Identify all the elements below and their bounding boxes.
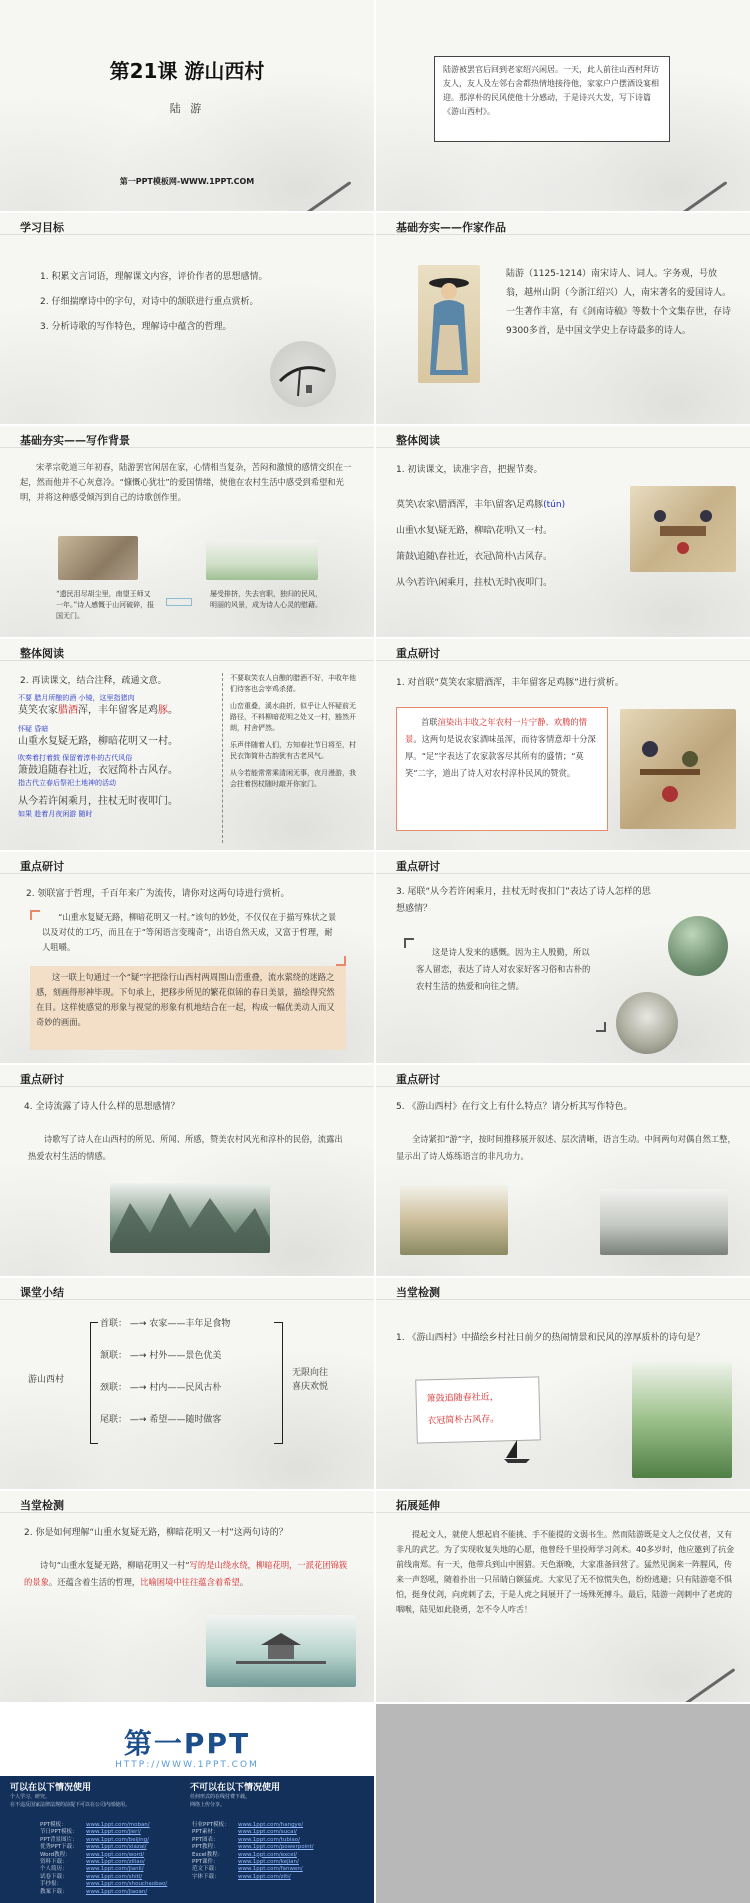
can-use-title: 可以在以下情况使用	[10, 1783, 92, 1793]
resource-link-row	[40, 1881, 190, 1888]
resource-link-label: PPT素材：	[192, 1829, 219, 1836]
resource-link[interactable]: www.1ppt.com/fanwen/	[238, 1866, 303, 1873]
resource-link[interactable]: www.1ppt.com/ziti/	[238, 1873, 291, 1880]
resource-link-label: PPT课件：	[192, 1859, 219, 1866]
slide-header: 重点研讨	[376, 852, 750, 874]
slide-header	[0, 639, 374, 661]
answer-part: 。这两句是说农家酒味虽浑，而待客情意却十分深厚。“足”字表达了农家款客尽其所有的盛情；“莫笑”二字，道出了诗人对农村淳朴民风的赞赏。	[405, 734, 596, 778]
quote-mark-icon	[404, 938, 414, 948]
answer-highlight: 比喻困境中往往蕴含着希望	[140, 1577, 240, 1587]
resource-link[interactable]: www.1ppt.com/sucai/	[238, 1829, 297, 1836]
resource-link-label: 个人简历：	[40, 1866, 68, 1873]
gloss-line: 不要 腊月所酿的酒 小镜，这里指猪肉	[18, 694, 135, 702]
answer-paper	[415, 1376, 541, 1443]
slide-background[interactable]	[0, 426, 374, 637]
annotated-poem	[18, 693, 218, 820]
links-right	[192, 1822, 362, 1881]
can-use-item: 在不违反国家法律法规的前提下可以在公司内部使用。	[10, 1802, 131, 1808]
slide-header: 当堂检测	[0, 1491, 374, 1513]
translation: 山峦重叠，溪水曲折，似乎让人怀疑前无路径，不料柳暗花明之处又一村，豁然开朗，村舍俨然。	[230, 702, 356, 732]
summary-rows	[100, 1316, 300, 1444]
resource-link-label: 节日PPT模板：	[40, 1829, 78, 1836]
gloss-line: 怀疑 昏暗	[18, 725, 49, 733]
lesson-title: 第21课 游山西村	[109, 59, 265, 83]
answer-part: 。还蕴含着生活的哲理，	[48, 1577, 141, 1587]
answer-part: 诗句“山重水复疑无路，柳暗花明又一村”	[40, 1560, 190, 1570]
resource-link[interactable]: www.1ppt.com/shouchaobao/	[86, 1881, 168, 1888]
answer-text: 诗歌写了诗人在山西村的所见、所闻、所感，赞美农村风光和淳朴的民俗，流露出热爱农村生活的情感。	[28, 1134, 343, 1161]
divider	[222, 673, 223, 843]
resource-link-label: PPT模板：	[40, 1822, 67, 1828]
bracket-line	[274, 1322, 282, 1323]
slide-header: 基础夯实——作家作品	[376, 213, 750, 235]
bracket-line	[282, 1322, 283, 1444]
poem-rhythm-lines	[396, 492, 626, 596]
resource-link-label: 字体下载：	[192, 1873, 220, 1880]
resource-link-label: 教案下载：	[40, 1888, 68, 1895]
slide-quiz-1[interactable]	[376, 1278, 750, 1489]
poem-line: 箫鼓\追随\春社近，衣冠\简朴\古风存。	[396, 552, 553, 562]
resource-link-row	[192, 1874, 362, 1881]
slide-header-text: 整体阅读	[20, 647, 64, 660]
village-feast-painting	[620, 709, 736, 829]
quote-mark-icon	[336, 956, 346, 966]
answer-text: 这一联上句通过一个“疑”字把徐行山西村两周围山峦重叠，流水萦绕的迷路之感，刻画得形神毕现。下句承上，把移步所见的繁花似锦的春日美景，描绘得究然在目。这样使感觉的形象与视觉的形象有机地结合在一起，构成一幅优美动人而又奇妙的画面。	[36, 972, 335, 1027]
summary-row	[100, 1380, 300, 1412]
slide-header: 重点研讨	[0, 852, 374, 874]
resource-link-row	[40, 1829, 190, 1836]
arrow-right-icon	[166, 598, 192, 606]
gloss-line: 吹奏着打着鼓 保留着淳朴的古代风俗	[18, 754, 133, 762]
resource-link[interactable]: www.1ppt.com/jiaoan/	[86, 1888, 148, 1895]
answer-text	[405, 714, 599, 782]
answer-text: 全诗紧扣“游”字，按时间推移展开叙述、层次清晰，语言生动。中间两句对偶自然工整，显示出了诗人炼练语言的非凡功力。	[396, 1134, 736, 1161]
can-use-section	[10, 1780, 180, 1809]
question: 4. 全诗流露了诗人什么样的思想感情？	[24, 1102, 180, 1112]
cannot-use-title: 不可以在以下情况使用	[190, 1783, 281, 1793]
slide-header: 重点研讨	[376, 1065, 750, 1087]
resource-link-row	[40, 1852, 190, 1859]
poem-line: 箫鼓追随春社近，衣冠简朴古风存。	[18, 765, 178, 776]
reading-task: 2. 再读课文，结合注释，疏通文意。	[20, 676, 167, 686]
question: 1. 对首联“莫笑农家腊酒浑，丰年留客足鸡豚”进行赏析。	[396, 678, 624, 688]
background-left-note: “遗民泪尽胡尘里，南望王师又一年。”诗人感慨于山河破碎，报国无门。	[56, 590, 155, 620]
slide-header: 学习目标	[0, 213, 374, 235]
sailboat-icon	[502, 1438, 532, 1464]
gloss-line: 如果 趁着月夜闲游 随时	[18, 810, 93, 818]
resource-link-row	[192, 1829, 362, 1836]
slide-analysis-5[interactable]	[376, 1065, 750, 1276]
background-paragraph: 宋孝宗乾道三年初春，陆游罢官闲居在家，心情相当复杂，苦闷和激愤的感情交织在一起，然而他并不心灰意冷。“慷慨心犹壮”的爱国情绪，使他在农村生活中感受到希望和光明，并将这种感受倾泻到自己的诗歌创作里。	[20, 462, 352, 502]
resource-link[interactable]: www.1ppt.com/moban/	[86, 1822, 150, 1828]
slide-analysis-1[interactable]	[376, 639, 750, 850]
resource-link[interactable]: www.1ppt.com/xiazai/	[86, 1844, 147, 1851]
slide-title[interactable]	[0, 0, 374, 211]
pavilion-painting	[206, 1615, 356, 1687]
goal-list	[40, 269, 340, 336]
answer-part: 。	[239, 1577, 249, 1587]
pinyin-note: (tún)	[543, 500, 566, 510]
bracket-line	[90, 1322, 98, 1323]
resource-link[interactable]: www.1ppt.com/tubiao/	[238, 1836, 300, 1843]
answer-highlight: 渲染出丰收之年农村一片宁静、欢腾的情景	[405, 717, 587, 744]
empty-area	[376, 1704, 750, 1903]
resource-link[interactable]: www.1ppt.com/ziliao/	[86, 1859, 145, 1866]
slide-reading-1[interactable]	[376, 426, 750, 637]
resource-link-label: PPT图表：	[192, 1836, 219, 1843]
resource-link-label: PPT教程：	[192, 1844, 219, 1851]
resource-link-row	[40, 1866, 190, 1873]
answer-part: 首联	[421, 717, 438, 727]
resource-link-label: 优秀PPT下载：	[40, 1844, 78, 1851]
background-right-note: 屡受排挤，失去官职，独归的民风，明丽的风景，成为诗人心灵的慰藉。	[210, 590, 322, 609]
slide-header: 课堂小结	[0, 1278, 374, 1300]
cannot-use-section	[190, 1780, 360, 1809]
resource-link-row	[40, 1844, 190, 1851]
gloss-line: 指古代立春后祭祀土地神的活动	[18, 779, 116, 787]
ink-painting-left	[58, 536, 138, 580]
slide-analysis-2[interactable]	[0, 852, 374, 1063]
ink-painting-right	[206, 540, 318, 580]
goal-item: 2. 仔细揣摩诗中的字句，对诗中的颔联进行重点赏析。	[40, 297, 259, 307]
reading-task: 1. 初读课文，读准字音，把握节奏。	[396, 465, 543, 475]
resource-link[interactable]: www.1ppt.com/jianli/	[86, 1866, 144, 1873]
intro-box	[434, 56, 670, 142]
site-name: 第一PPT模板网-WWW.1PPT.COM	[119, 177, 255, 186]
village-painting-left	[400, 1185, 508, 1255]
poem-keyword: 腊酒	[58, 705, 78, 716]
goal-item: 3. 分析诗歌的写作特色，理解诗中蕴含的哲理。	[40, 322, 232, 332]
summary-value: 村内——民风古朴	[149, 1383, 222, 1393]
brand-url: HTTP://WWW.1PPT.COM	[115, 1760, 259, 1770]
ink-tree-illustration	[270, 341, 336, 407]
poem-keyword: 豚	[158, 705, 168, 716]
bracket-line	[274, 1443, 282, 1444]
summary-root: 游山西村	[28, 1375, 65, 1385]
quote-mark-icon	[30, 910, 40, 920]
bracket-line	[90, 1322, 91, 1444]
slide-license[interactable]	[0, 1704, 374, 1903]
resource-link-label: 行业PPT模板：	[192, 1822, 230, 1828]
goal-item: 1. 积累文言词语，理解课文内容，评价作者的思想感情。	[40, 272, 268, 282]
slide-analysis-4[interactable]	[0, 1065, 374, 1276]
slide-header: 基础夯实——写作背景	[0, 426, 374, 448]
question: 2. 你是如何理解“山重水复疑无路，柳暗花明又一村”这两句诗的？	[24, 1528, 288, 1538]
summary-key: 首联：	[100, 1319, 128, 1329]
resource-link[interactable]: www.1ppt.com/powerpoint/	[238, 1844, 314, 1851]
author-portrait	[418, 265, 480, 383]
poem-part: 莫笑农家	[18, 705, 58, 716]
summary-value: 希望——随时做客	[149, 1415, 222, 1425]
slide-header: 重点研讨	[0, 1065, 374, 1087]
resource-link-label: PPT背景图片：	[40, 1836, 78, 1843]
author-bio: 陆游（1125-1214）南宋诗人、词人。字务观，号放翁，越州山阴（今浙江绍兴）人，南宋著名的爱国诗人。一生著作丰富，有《剑南诗稿》等数十个文集存世，存诗9300多首，是中国文学史上存诗最多的诗人。	[506, 269, 732, 336]
brush-decoration	[685, 1668, 736, 1702]
slide-summary[interactable]	[0, 1278, 374, 1489]
slide-analysis-3[interactable]	[376, 852, 750, 1063]
resource-link[interactable]: www.1ppt.com/beijing/	[86, 1836, 150, 1843]
answer-line: 箫鼓追随春社近，	[426, 1392, 499, 1405]
summary-result: 无限向往 喜庆欢悦	[292, 1368, 329, 1392]
brush-decoration	[677, 181, 728, 211]
poem-line: 从今若许闲乘月，拄杖无时夜叩门。	[18, 796, 178, 807]
answer-shaded-box	[30, 966, 346, 1050]
poem-line: 山重水复疑无路，柳暗花明又一村。	[18, 736, 178, 747]
arrow-right-icon: —→	[129, 1351, 147, 1361]
resource-link-row	[192, 1866, 362, 1873]
resource-link-row	[192, 1852, 362, 1859]
summary-value: 农家——丰年足食物	[149, 1319, 231, 1329]
license-panel	[0, 1776, 374, 1903]
translation: 从今若能常常乘清闲无事，夜月漫游，我会拄着拐杖随时敲开你家门。	[230, 769, 356, 788]
author-name: 陆 游	[169, 102, 205, 115]
summary-value: 村外——景色优美	[149, 1351, 222, 1361]
slide-extension[interactable]	[376, 1491, 750, 1702]
poem-line: 山重\水复\疑无路，柳暗\花明\又一村。	[396, 526, 553, 536]
round-painting-bottom	[616, 992, 678, 1054]
summary-key: 颈联：	[100, 1383, 128, 1393]
arrow-right-icon: —→	[129, 1319, 147, 1329]
question: 2. 领联富于哲理，千百年来广为流传，请你对这两句诗进行赏析。	[26, 889, 290, 899]
round-painting-top	[668, 916, 728, 976]
slide-author[interactable]	[376, 213, 750, 424]
quote-mark-icon	[596, 1022, 606, 1032]
slide-header: 当堂检测	[376, 1278, 750, 1300]
arrow-right-icon: —→	[129, 1415, 147, 1425]
resource-link-label: Word教程：	[40, 1851, 71, 1858]
brand-logo: 第一PPT	[123, 1727, 251, 1760]
resource-link-label: 资料下载：	[40, 1859, 68, 1866]
resource-link-row	[40, 1889, 190, 1896]
summary-row	[100, 1412, 300, 1444]
poem-line: 莫笑\农家\腊酒浑，丰年\留客\足鸡豚	[396, 500, 544, 510]
poem-line	[18, 704, 218, 718]
summary-row	[100, 1348, 300, 1380]
bracket-line	[90, 1443, 98, 1444]
resource-link-row	[192, 1844, 362, 1851]
answer-box	[396, 707, 608, 831]
question: 1. 《游山西村》中描绘乡村社日前夕的热闹情景和民风的淳厚质朴的诗句是？	[396, 1333, 705, 1343]
resource-link[interactable]: www.1ppt.com/kejian/	[238, 1859, 299, 1866]
cannot-use-item: 网络上传分享。	[190, 1802, 226, 1808]
poem-line: 从今\若许\闲乘月，拄杖\无时\夜叩门。	[396, 578, 553, 588]
can-use-item: 个人学习、研究。	[10, 1794, 51, 1800]
answer-text: “山重水复疑无路，柳暗花明又一村。”该句的妙处，不仅仅在于描写殊状之景以及对仗的工巧，而且在于“等闲语言变瑰奇”，出语自然天成，又富于哲理，耐人咀嚼。	[42, 912, 337, 952]
answer-highlight: 写的是山绕水绕，柳暗花明，一派花团锦簇的景象	[24, 1560, 348, 1587]
translation: 不要取笑农人自酿的腊酒不好，丰收年他们待客也会宰鸡杀猪。	[230, 674, 356, 693]
cannot-use-item: 任何形式的在线付费下载。	[190, 1794, 251, 1800]
poem-part: 浑，丰年留客足鸡	[78, 705, 158, 716]
resource-link[interactable]: www.1ppt.com/shiti/	[86, 1873, 143, 1880]
answer-text	[24, 1557, 354, 1591]
bamboo-painting	[632, 1362, 732, 1478]
resource-link[interactable]: www.1ppt.com/jieri/	[86, 1829, 141, 1836]
slide-quiz-2[interactable]	[0, 1491, 374, 1702]
mountain-landscape-painting	[110, 1183, 270, 1253]
links-left	[40, 1822, 190, 1896]
arrow-right-icon: —→	[129, 1383, 147, 1393]
slide-header: 拓展延伸	[376, 1491, 750, 1513]
translation: 乐声伴随着人们，方知春社节日将至，村民衣饰简朴古韵犹有古老风气。	[230, 741, 356, 760]
summary-row	[100, 1316, 300, 1348]
resource-link[interactable]: www.1ppt.com/hangye/	[238, 1822, 304, 1828]
question: 5. 《游山西村》在行文上有什么特点？请分析其写作特色。	[396, 1102, 633, 1112]
slide-goals[interactable]	[0, 213, 374, 424]
slide-header: 整体阅读	[376, 426, 750, 448]
slide-intro[interactable]	[376, 0, 750, 211]
answer-line: 衣冠简朴古风存。	[427, 1414, 500, 1427]
summary-key: 尾联：	[100, 1415, 128, 1425]
feast-painting	[630, 486, 736, 572]
summary-key: 颔联：	[100, 1351, 128, 1361]
resource-link-label: 范文下载：	[192, 1866, 220, 1873]
resource-link[interactable]: www.1ppt.com/excel/	[238, 1851, 297, 1858]
slide-header: 重点研讨	[376, 639, 750, 661]
village-painting-right	[600, 1189, 728, 1255]
translation-column	[230, 673, 358, 790]
poem-part: 。	[168, 705, 178, 716]
story-text: 提起文人，就使人想起肩不能挑、手不能提的文弱书生。然而陆游既是文人之仪仗者，又有非凡的武艺。为了实现收复失地的心愿，他曾经千里投师学习剑术。40多岁时，他应邀到了抗金前线南郑。有一天，他带兵到山中围猎。天色渐晚，大家准备回营了。猛然见涧来一阵腥风，传来一声怒吼，随着扑出一只吊睛白额猛虎。大家见了无不惊慌失色，纷纷逃避；只有陆游毫不惧怕，挺身仗剑，向虎刺了去，于是人虎之间展开了一场殊死搏斗。最后，陆游一剑刺中了老虎的咽喉，陆见如此骁勇，怎不令人咋舌！	[396, 1530, 735, 1614]
question: 3. 尾联“从今若许闲乘月，拄杖无时夜扣门”表达了诗人怎样的思想感情？	[396, 887, 651, 914]
answer-text: 这是诗人发来的感慨。因为主人殷勤，所以客人留恋，表达了诗人对农家好客习俗和古朴的农村生活的热爱和向往之情。	[416, 947, 591, 991]
resource-link[interactable]: www.1ppt.com/word/	[86, 1851, 145, 1858]
slide-reading-2[interactable]	[0, 639, 374, 850]
intro-text: 陆游被罢官后回到老家绍兴闲居。一天，此人前往山西村拜访友人，友人及左邻右舍都热情地接待他，家家户户摆酒设宴相迎。那淳朴的民风使他十分感动，于是诗兴大发，写下诗篇《游山西村》。	[443, 65, 659, 116]
resource-link-label: 试卷下载：	[40, 1873, 68, 1880]
resource-link-label: 手抄报：	[40, 1881, 63, 1888]
resource-link-label: Excel教程：	[192, 1851, 224, 1858]
